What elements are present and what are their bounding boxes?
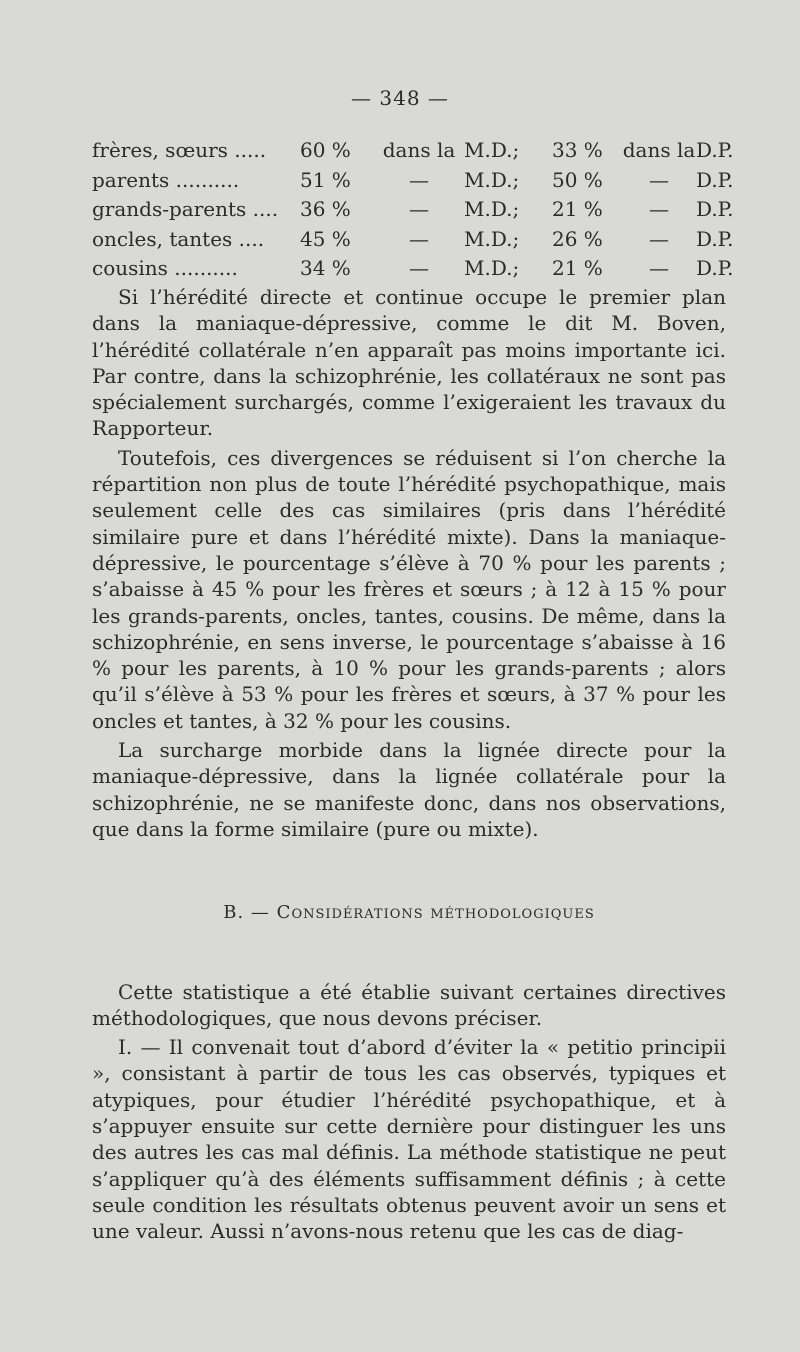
dp-label: D.P.: [696, 256, 734, 280]
separator: —: [649, 167, 669, 192]
paragraph: I. — Il convenait tout d’abord d’éviter la « petitio principii », consistant à partir de tous les cas observés, typiques et atypiques, pour étudier l’hérédité psychopathique, et à s’appuyer ensuite sur cette dernière pour distinguer les uns des autres les cas mal définis. La méthode statistique ne peut s’appliquer qu’à des éléments suffisamment définis ; à cette seule condition les résultats obtenus peuvent avoir un sens et une valeur. Aussi n’avons-nous retenu que les cas de diag-: [92, 1035, 726, 1244]
separator: —: [409, 167, 429, 192]
paragraph: Si l’hérédité directe et continue occupe le premier plan dans la maniaque-dépressive, comme le dit M. Boven, l’hérédité collatérale n’en apparaît pas moins importante ici. Par contre, dans la schizophrénie, les collatéraux ne sont pas spécialement surchargés, comme l’exigeraient les travaux du Rapporteur.: [92, 285, 726, 441]
heredity-stats-table: [92, 136, 732, 284]
separator: —: [409, 226, 429, 251]
section-heading-title: Considérations méthodologiques: [276, 902, 595, 924]
relation-label: parents ..........: [92, 167, 240, 192]
stats-row: [92, 225, 732, 255]
dp-percentage: 21 %: [552, 256, 603, 280]
dp-label: D.P.: [696, 167, 734, 192]
separator: —: [649, 226, 669, 251]
md-label: M.D.;: [464, 197, 520, 221]
md-label: M.D.;: [464, 167, 520, 192]
dp-percentage: 33 %: [552, 138, 603, 162]
dp-label: D.P.: [696, 226, 734, 251]
dp-label: D.P.: [696, 197, 734, 221]
page-number: — 348 —: [351, 86, 449, 110]
relation-label: oncles, tantes ....: [92, 226, 265, 251]
md-percentage: 36 %: [300, 197, 351, 221]
separator: —: [649, 256, 669, 280]
stats-row: [92, 195, 732, 225]
dp-label: D.P.: [696, 138, 734, 162]
separator: —: [649, 197, 669, 221]
paragraph: Cette statistique a été établie suivant certaines directives méthodologiques, que nous devons préciser.: [92, 979, 726, 1030]
separator: dans la: [622, 138, 696, 162]
dp-percentage: 21 %: [552, 197, 603, 221]
md-percentage: 45 %: [300, 226, 351, 251]
md-percentage: 51 %: [300, 167, 351, 192]
section-heading: [92, 900, 726, 926]
stats-row: [92, 166, 732, 196]
md-percentage: 34 %: [300, 256, 351, 280]
section-heading-prefix: B. —: [223, 902, 270, 924]
md-percentage: 60 %: [300, 138, 351, 162]
relation-label: cousins ..........: [92, 256, 238, 280]
separator: —: [409, 256, 429, 280]
stats-row: [92, 254, 732, 284]
separator: —: [409, 197, 429, 221]
md-label: M.D.;: [464, 138, 520, 162]
paragraph: La surcharge morbide dans la lignée directe pour la maniaque-dépressive, dans la lignée collatérale pour la schizophrénie, ne se manifeste donc, dans nos observations, que dans la forme similaire (pure ou mixte).: [92, 738, 726, 841]
md-label: M.D.;: [464, 226, 520, 251]
relation-label: frères, sœurs .....: [92, 138, 267, 162]
stats-row: [92, 136, 732, 166]
body-text: [92, 284, 726, 1248]
relation-label: grands-parents ....: [92, 197, 279, 221]
md-label: M.D.;: [464, 256, 520, 280]
dp-percentage: 50 %: [552, 167, 603, 192]
dp-percentage: 26 %: [552, 226, 603, 251]
paragraph: Toutefois, ces divergences se réduisent si l’on cherche la répartition non plus de toute l’hérédité psychopathique, mais seulement celle des cas similaires (pris dans l’hérédité similaire pure et dans l’hérédité mixte). Dans la maniaque-dépressive, le pourcentage s’élève à 70 % pour les parents ; s’abaisse à 45 % pour les frères et sœurs ; à 12 à 15 % pour les grands-parents, oncles, tantes, cousins. De même, dans la schizophrénie, en sens inverse, le pourcentage s’abaisse à 16 % pour les parents, à 10 % pour les grands-parents ; alors qu’il s’élève à 53 % pour les frères et sœurs, à 37 % pour les oncles et tantes, à 32 % pour les cousins.: [92, 445, 726, 733]
separator: dans la: [382, 138, 456, 162]
